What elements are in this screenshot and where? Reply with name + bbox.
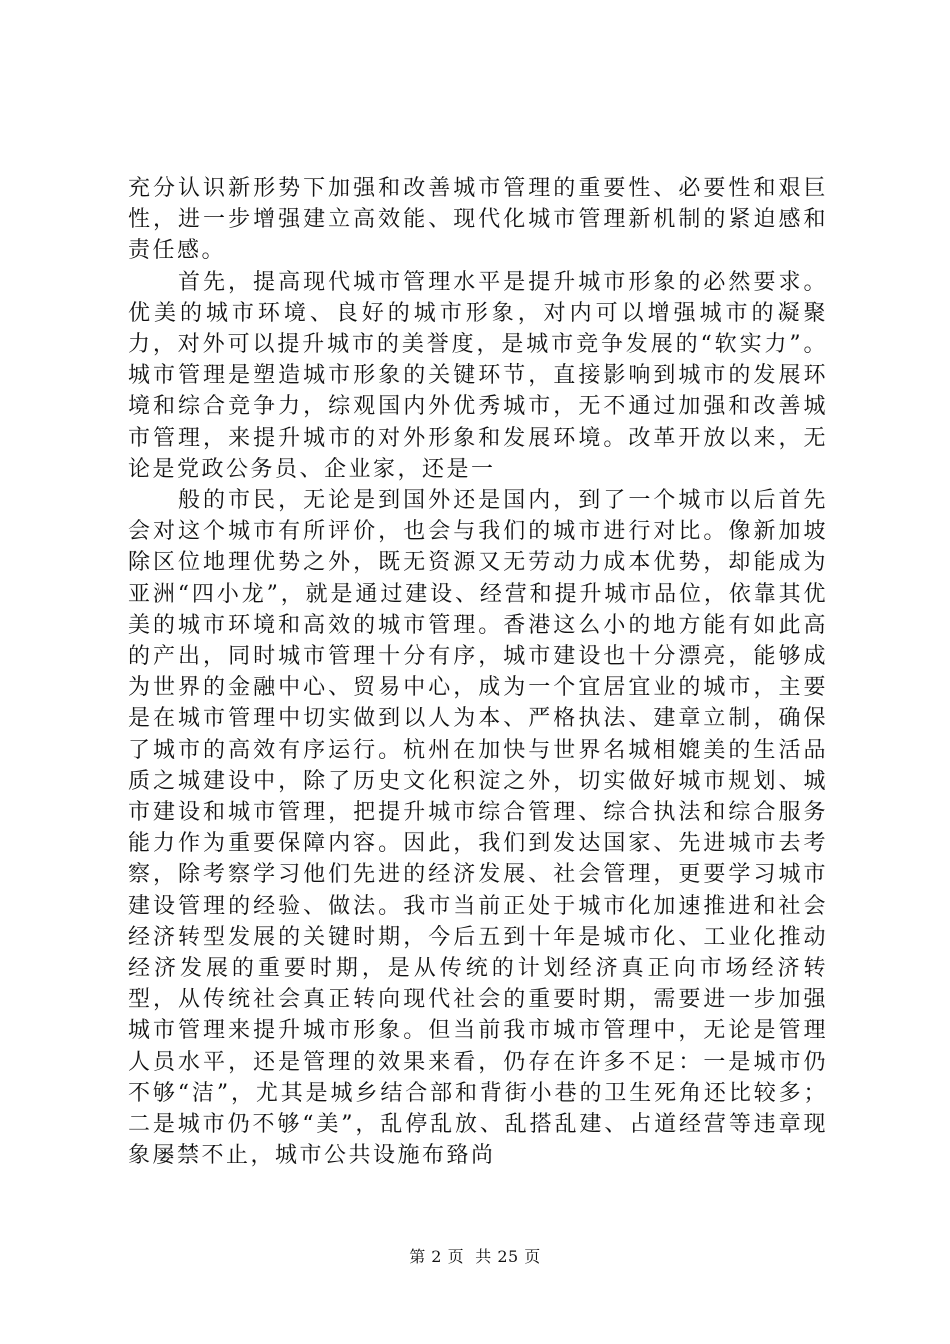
page-footer xyxy=(0,1244,950,1267)
document-body xyxy=(128,173,828,1172)
paragraph: 充分认识新形势下加强和改善城市管理的重要性、必要性和艰巨性，进一步增强建立高效能、现代化城市管理新机制的紧迫感和责任感。 xyxy=(128,176,828,264)
paragraph: 般的市民，无论是到国外还是国内，到了一个城市以后首先会对这个城市有所评价，也会与我们的城市进行对比。像新加坡除区位地理优势之外，既无资源又无劳动力成本优势，却能成为亚洲“四小龙”，就是通过建设、经营和提升城市品位，依靠其优美的城市环境和高效的城市管理。香港这么小的地方能有如此高的产出，同时城市管理十分有序，城市建设也十分漂亮，能够成为世界的金融中心、贸易中心，成为一个宜居宜业的城市，主要是在城市管理中切实做到以人为本、严格执法、建章立制，确保了城市的高效有序运行。杭州在加快与世界名城相媲美的生活品质之城建设中，除了历史文化积淀之外，切实做好城市规划、城市建设和城市管理，把提升城市综合管理、综合执法和综合服务能力作为重要保障内容。因此，我们到发达国家、先进城市去考察，除考察学习他们先进的经济发展、社会管理，更要学习城市建设管理的经验、做法。我市当前正处于城市化加速推进和社会经济转型发展的关键时期，今后五到十年是城市化、工业化推动经济发展的重要时期，是从传统的计划经济真正向市场经济转型，从传统社会真正转向现代社会的重要时期，需要进一步加强城市管理来提升城市形象。但当前我市城市管理中，无论是管理人员水平，还是管理的效果来看，仍存在许多不足：一是城市仍不够“洁”，尤其是城乡结合部和背街小巷的卫生死角还比较多；二是城市仍不够“美”，乱停乱放、乱搭乱建、占道经营等违章现象屡禁不止，城市公共设施布臵尚 xyxy=(128,488,828,1169)
page-number: 第 2 页 共 25 页 xyxy=(409,1247,541,1266)
paragraph: 首先，提高现代城市管理水平是提升城市形象的必然要求。优美的城市环境、良好的城市形象，对内可以增强城市的凝聚力，对外可以提升城市的美誉度，是城市竞争发展的“软实力”。城市管理是塑造城市形象的关键环节，直接影响到城市的发展环境和综合竞争力，综观国内外优秀城市，无不通过加强和改善城市管理，来提升城市的对外形象和发展环境。改革开放以来，无论是党政公务员、企业家，还是一 xyxy=(128,269,828,482)
